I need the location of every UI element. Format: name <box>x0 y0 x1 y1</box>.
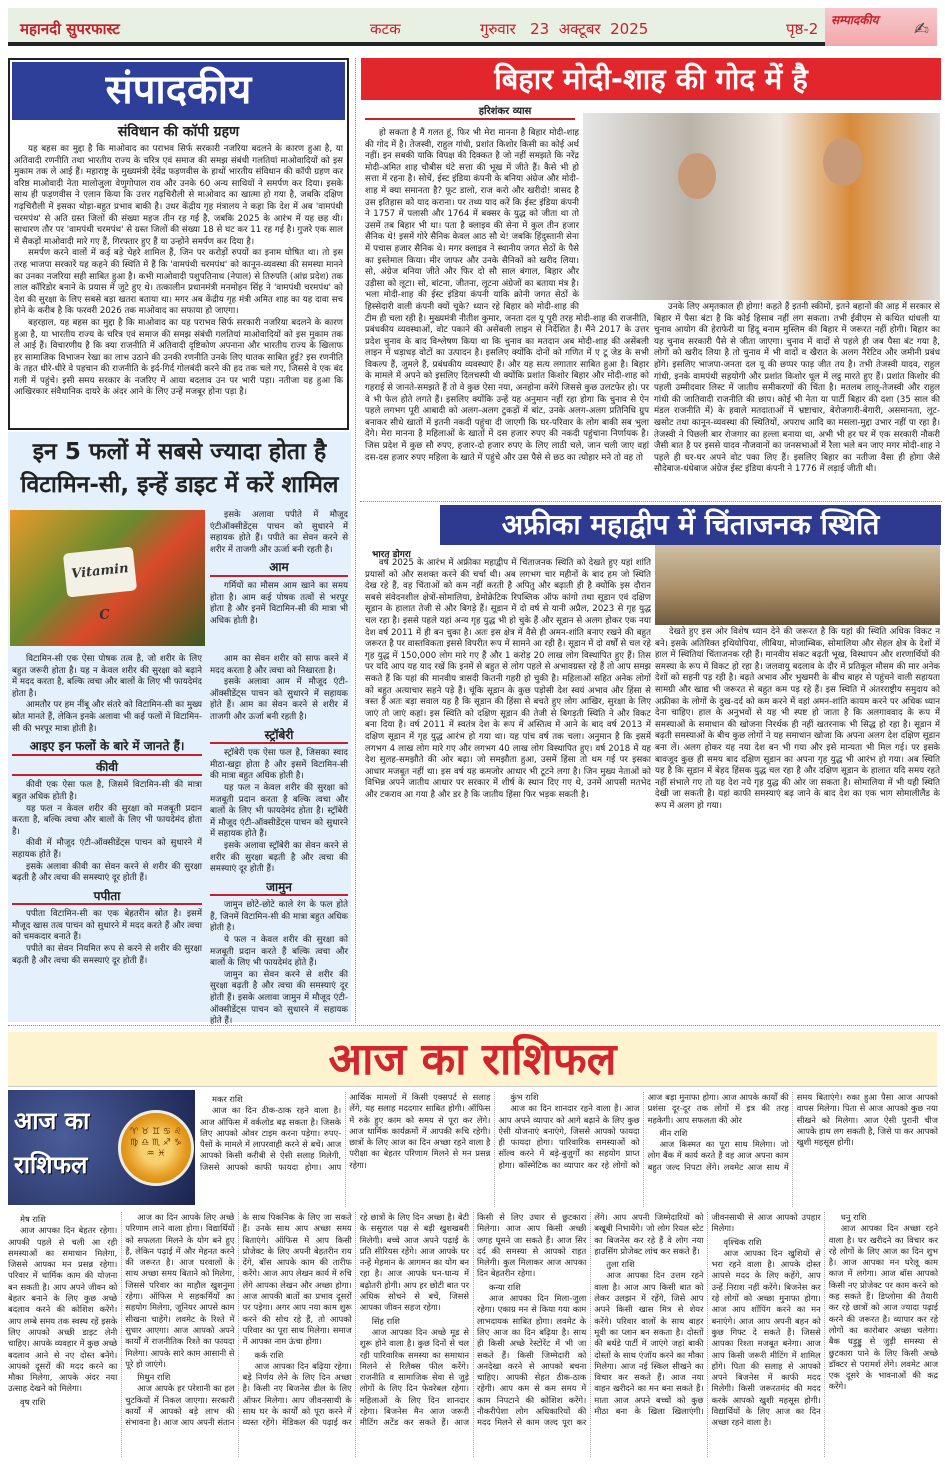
section-logo-text: सम्पादकीय <box>831 13 879 27</box>
masthead <box>8 8 937 46</box>
section-divider <box>8 1025 940 1026</box>
africa-text-left <box>365 558 651 1022</box>
rashi-name: सिंह राशि <box>371 1315 400 1326</box>
africa-paragraph: देखते हुए इस ओर विशेष ध्यान देने की जरूरत है कि यहां की स्थिति अधिक विकट न बने। इसके अतिरिक्त इथियोपिया, लीबिया, मोजाम्बिक, सोमालिया और सेहल क्षेत्र के देशों में हाल में स्थितियां चिंताजनक रही हैं। मानवीय संकट बढ़ती भूख, विस्थापन और शरणार्थियों की समस्या के रूप में विकट हो रहा है। जलवायु बदलाव के दौर में प्रतिकूल मौसम की मार अनेक देशों को सहनी पड़ रही है। बढ़ते अभाव और भुखमरी के बीच बाहर से पहुंचने वाली सहायता सामग्री और खाद्य भी जरूरत से बहुत कम पड़ रहे हैं। इस स्थिति में अंतरराष्ट्रीय समुदाय को अफ्रीका के लोगों के दुख-दर्द को कम करने में वहां अमन-शांति कायम करने पर अधिक ध्यान देना चाहिए। हाल के अनुभवों से यह भी स्पष्ट हो जाता है कि अलगाववाद के रूप में समस्याओं के समाधान की खोजना निरर्थक ही नहीं खतरनाक भी सिद्ध हो रहा है। सूडान में बढ़ती समस्याओं के बीच कुछ लोगों ने यह समाधान खोजा कि अपना अलग देश दक्षिण सूडान बना लें। अलग होकर यह नया देश बन भी गया और इसे मान्यता भी मिल गई। पर इसके बावजूद कुछ ही समय बाद दक्षिण सूडान का अपना गृह युद्ध भी आरंभ हो गया। अब स्थिति यह है कि सूडान में बेहद हिंसक युद्ध चल रहा है और दक्षिण सूडान के हालात यदि समय रहते नहीं संभाले गए तो यह देश नये गृह युद्ध की ओर जा सकता है। सोमालिया में भी यही स्थिति देखी जा सकती है। यहां काफी समस्याएं बढ़ जाने के बाद देश का एक भाग सोमालीलैंड के रूप में अलग हो गया। <box>655 627 940 811</box>
rashi-name: मीन राशि <box>659 1127 688 1138</box>
rashi-name: वृश्चिक राशि <box>723 1236 762 1247</box>
section-divider <box>360 501 942 502</box>
kiwi-heading: कीवी <box>12 762 202 777</box>
jamun-text: ये फल न केवल शरीर की सुरक्षा को मजबूती प्रदान करते हैं बल्कि त्वचा और बालों के लिए भी फायदेमंद होते हैं। <box>210 935 348 969</box>
rashi-name: मेष राशि <box>20 1214 46 1224</box>
pen-icon: ✍ <box>913 19 929 40</box>
section-logo <box>825 8 937 46</box>
strawberry-text: यह फल न केवल शरीर की सुरक्षा को मजबूती प्रदान करता है बल्कि त्वचा और बालों के लिए भी फायदेमंद होता है। स्ट्रॉबेरी में मौजूद एंटी-ऑक्सीडेंट्स पाचन को सुधारने में सहायक होते हैं। <box>210 782 348 840</box>
rashi-text: आज आपका दिन बेहतर रहेगा। आपकी पहले से चली आ रही समस्याओं का समाधान मिलेगा, जिससे आपका मन प्रसन्न रहेगा। परिवार में धार्मिक काम की योजना बन सकती है। आप अपने जीवन को बेहतर बनाने के लिए कुछ अच्छे बदलाव करने की कोशिश करेंगे। आप लम्बे समय तक स्वस्थ रहें इसके लिए आपको अच्छी डाइट लेनी चाहिए। आपके व्यवहार में कुछ अच्छे बदलाव आने से नए दोस्त बनेंगे। आपको दूसरों की मदद करने का मौका मिलेगा, आपके अंदर नया उत्साह देखने को मिलेगा। <box>8 1225 118 1394</box>
vitamin-column-left <box>12 654 202 967</box>
kiwi-text: इसके अलावा कीवी का सेवन करने से शरीर की सुरक्षा बढ़ती है और त्वचा की समस्याएं दूर होती हैं। <box>12 861 202 884</box>
strawberry-text: इसके अलावा स्ट्रॉबेरी का सेवन करने से शरीर की सुरक्षा बढ़ती है और त्वचा की समस्याएं दूर होती हैं। <box>210 840 348 875</box>
rashifal-columns-bottom <box>8 1212 938 1457</box>
city: कटक <box>370 20 401 38</box>
rashi-text: आज आपका दिन मिला-जुला रहेगा। एकाग्र मन से किया गया काम लाभदायक साबित होगा। लवमेट के लिए आज का दिन बढ़िया है। साथ ही किसी अच्छे रेस्टोरेंट में भी जा सकते हैं। किसी जिम्मेदारी को अनदेखा करने से आपको बचना चाहिए। आपकी सेहत ठीक-ठाक रहेगी। आप कम से कम समय में काम निपटाने की कोशिश करेंगे। नौकरीपेशा लोग अधिकारियों की मदद मिलने से काम जल्द पूरा कर लेंगे। आप अपनी जिम्मेदारियों को बखूबी निभायेंगे। जो लोग रियल स्टेट का बिजनेस कर रहे हैं वे लोग नया हाउसिंग प्रोजेक्ट लांच कर सकते हैं। <box>477 1212 704 1428</box>
africa-author: भारत डोगरा <box>372 550 411 560</box>
rashi-name: कुंभ राशि <box>510 1092 539 1102</box>
person-face <box>823 138 863 186</box>
rashi-name: कन्या राशि <box>489 1281 521 1292</box>
papaya-text: इसके अलावा पपीते में मौजूद एंटीऑक्सीडेंट्स पाचन को सुधारने में सहायक होते हैं। पपीते का सेवन करने से शरीर में ताजगी और ऊर्जा बनी रहती है। <box>210 510 348 555</box>
editorial-box <box>8 58 349 430</box>
africa-text-right <box>655 627 940 1022</box>
strawberry-text: स्ट्रॉबेरी एक ऐसा फल है, जिसका स्वाद मीठा-खट्टा होता है और इसमें विटामिन-सी की मात्रा बहुत अधिक होती है। <box>210 748 348 782</box>
rashi-text: आज आपका दिन अच्छा रहने वाला है। घर खरीदने का विचार कर रहे लोगों के लिए आज का दिन शुभ है। आज आपका मन घरेलू काम काज में लगेगा। आज बॉस आपको किसी नए प्रोजेक्ट पर काम करने को कह सकते हैं। डिप्लोमा की तैयारी कर रहे छात्रों को आज ज्यादा पढ़ाई करने की जरूरत है। व्यापार कर रहे लोगों का कारोबार अच्छा चलेगा। बैक धड़ुड्डु से जुड़ी समस्या से छुटकारा पाने के लिए किसी अच्छे डॉक्टर से परामर्श लेंगे। लवमेट आज एक दूसरे के भावनाओं की कद्र करेंगे। <box>828 1223 938 1392</box>
rashifal-headline: आज का राशिफल <box>8 1032 937 1087</box>
rashifal-columns-top <box>200 1092 938 1207</box>
bihar-paragraph: उनके लिए अमृतकाल ही होगा! कहते हैं इतनी स्कीमों, इतने बहानों की आड़ में सरकार से बिहार में पैसा बंटा है कि कोई हिसाब नहीं लग सकता। तभी ईवीएम से कथित धांधली या चुनाव आयोग की हेराफेरी या हिंदू बनाम मुस्लिम की बिहार में जरूरत नहीं होगी। बिहार का यह चुनाव सरकारी पैसे से जीता जाएगा। चुनाव में वादों से पहले ही जब पैसा बंट गया है, लोगों को खरीद लिया है तो चुनाव में भी वादों व खैरात के अलग नैरेटिव और जमीनी प्रबंध होंगे। इसलिए भाजपा-जनता दल यू की छप्पर फाड़ जीत तय है। तभी तेजस्वी यादव, राहुल गांधी, इनके वामपंथी सहयोगी और प्रशांत किशोर धूल में लट्ठ मारते हुए हैं। प्रशांत किशोर की पहली उम्मीदवार लिस्ट में जातीय समीकरणों की चिंता है। मतलब लालू-तेजस्वी और राहुल गांधी की जातिवादी राजनीति की छाप। कोई भी नेता या पार्टी बिहार की दशा (35 साल की मंडल राजनीति में) के हवाले मतदाताओं में भ्रष्टाचार, बेरोजगारी-बेगारी, असमानता, लूट-खसोट तथा कानून-व्यवस्था की स्थितियों, अपराध आदि का मसला-मुद्दा उभार नहीं पा रहा है। तेजस्वी ने पिछली बार रोजगार का हल्ला बनाया था, अभी भी हर घर में एक सरकारी नौकरी जैसी बात है पर इससे यादव नौजवानों का जनसभाओं में रैला भले बन जाए मगर मोदी-शाह ने पहले ही घर-घर अपने वोट पका लिए हैं। इसलिए बिहार का नतीजा वैसा ही होगा जैसे सौदेबाज-धंधेबाज अंग्रेज ईस्ट इंडिया कंपनी ने 1776 में लड़ाई जीती थी। <box>654 302 940 475</box>
editorial-paragraph: समर्पण करने वालों में कई बड़े चेहरे शामिल हैं, जिन पर करोड़ों रुपयों का इनाम घोषित था। तो इस तरह भाजपा सरकारें यह कहने की स्थिति में हैं कि 'वामपंथी चरमपंथ' को कानून-व्यवस्था की समस्या मानने का उनका नजरिया सही साबित हुआ है। कभी माओवादी पशुपतिनाथ (नेपाल) से तिरुपति (आंध्र प्रदेश) तक लाल कॉरिडोर बनाने के प्रयास में जुटे हुए थे। तत्कालीन प्रधानमंत्री मनमोहन सिंह ने 'वामपंथी चरमपंथ' को देश की सुरक्षा के लिए सबसे बड़ा खतरा बताया था। मगर अब केंद्रीय गृह मंत्री अमित शाह का यह दावा सच होने के करीब है कि फरवरी 2026 तक माओवाद का सफाया हो जाएगा। <box>14 248 343 317</box>
rashi-text: आज आपके हर परेशानी का हल चुटकियों में निकल जाएगा। सरकारी कार्यों में आपको बड़े लाभ की संभावना है। आज आप अपनी संतान के साथ पिकनिक के लिए जा सकते हैं। उनके साथ आप अच्छा समय बिताएंगे। ऑफिस में आप किसी प्रोजेक्ट के लिए अपनी बेहतरीन राय देंगे, बॉस आपके काम की तारीफ करेंगे। आज आप लेखन कार्य में रुचि लेंगे आपका लेखन और अच्छा होगा। आज आपकी बातों का प्रभाव दूसरों पर पड़ेगा। अगर आप नया काम शुरू करने की सोच रहे हैं, तो आपको परिवार का पूरा साथ मिलेगा। समाज में आपका नाम ऊंचा होगा। <box>125 1212 352 1428</box>
bihar-paragraph: हो सकता है मैं गलत हूं, फिर भी मेरा मानना है बिहार मोदी-शाह की गोद में है। तेजस्वी, राहुल गांधी, प्रशांत किशोर किसी का कोई अर्थ नहीं। इन सबकी याकि विपक्ष की दिक्कत है जो नहीं समझते कि नरेंद्र मोदी-अमित शाह चौबीस घंटे सत्ता की भूख में जीते हैं। कैसे भी हो सत्ता में रहना है। सोचें, ईस्ट इंडिया कंपनी के बनिया अंग्रेज और मोदी-शाह में क्या समानता है? फूट डालो, राज करो और खरीदो! त्रासद है उस इतिहास को याद कराना। पर तथ्य याद करें कि ईस्ट इंडिया कंपनी ने 1757 में पलासी और 1764 में बक्सर के युद्ध को जीता था तो उसमें तब बिहार भी था। पता है क्लाइव की सेना में कुल तीन हजार सैनिक थे! इसमें गोरे सैनिक केवल आठ सौ थे! जबकि हिंदुस्तानी सेना में पचास हजार सैनिक थे। मगर क्लाइव ने स्थानीय जगत सेठों के पैसे का इस्तेमाल किया। मीर जाफर और उनके सैनिकों को खरीद लिया। सो, अंग्रेज बनिया जीते और फिर दो सौ साल बंगाल, बिहार और उड़ीसा को लूटा। सो, बांटना, जीतना, लूटना अंग्रेजों का बताया मंत्र है। भला मोदी-शाह की ईस्ट इंडिया कंपनी याकि क्रोनी जगत सेठों के हिस्सेदारी वाली कंपनी क्यों चूके? ध्यान रहे बिहार को मोदी-शाह की टीम ही चला रही है। मुख्यमंत्री नीतीश कुमार, जनता दल यू पूरी तरह मोदी-शाह की राजनीति, प्रबंधकीय व्यवस्थाओं, वोट पकाने की असेंबली लाइन से निर्देशित हैं। मैंने 2017 के उत्तर प्रदेश चुनाव के बाद विश्लेषण किया था कि चुनाव का मतदान अब मोदी-शाह की असेंबली लाइन में धड़ाधड़ वोटों का उत्पादन है। इसलिए क्योंकि दोनों को गणित में ए टू जेड के सभी विकल्प हैं, जुमले हैं, प्रबंधकीय व्यवस्थाएं हैं। और यह सत्य लगातार साबित हुआ है। बिहार के मामले में अपने को इसलिए दिलचस्पी थी क्योंकि प्रशांत किशोर बिहार और मोदी-शाह को गहराई से जानते-समझते हैं तो वे कुछ ऐसा नया, अनहोना करेंगे जिससे कुछ उलटफेर हो। पर वे भी फेल होते लगते हैं। इसलिए क्योंकि उन्हें यह अनुमान नहीं रहा होगा कि चुनाव से ऐन पहले लगभग पूरी आबादी को अलग-अलग टुकड़ों में बांट, उनके अलग-अलग प्रतिनिधि ग्रुप बनाकर सीधे खातों में इतनी नकदी पहुंचा दी जाएगी कि घर-परिवार के लोग बाकी सब भुला देंगे। मेरा मानना है महिलाओं के खातों में दस हजार रुपए की नकदी पहुंचाना निर्णायक है। जिस प्रदेश में कुछ सौ रुपए, हजार-दो हजार रुपए के लिए लाठी चले, जान चली जाए वहां दस-दस हजार रुपए महिला के खाते में पहुंचे और उस पैसे से छठ का त्योहार मने तो वह तो <box>365 128 649 463</box>
rashi-text: आज का दिन शानदार रहने वाला है। आज आप अपने व्यापार को आगे बढ़ाने के लिए कुछ ऐसी योजनाएं बनाएंगे, जिससे आपको फायदा ही फायदा होगा। पारिवारिक समस्याओं को सॉल्व करने में बड़े-बुजुर्गों का सहयोग प्राप्त होगा। कॉस्मेटिक का व्यापार कर रहे लोगों को आज बड़ा मुनाफा होगा। आज आपके कार्यों की प्रशंसा दूर-दूर तक लोगों में इत्र की तरह महकेगी। आप सफलता की ओर <box>498 1092 789 1170</box>
rashifal-image-line2: राशिफल <box>14 1151 88 1179</box>
kiwi-text: कीवी एक ऐसा फल है, जिसमें विटामिन-सी की मात्रा बहुत अधिक होती है। <box>12 780 202 802</box>
kiwi-text: कीवी में मौजूद एंटी-ऑक्सीडेंट्स पाचन को सुधारने में सहायक होते हैं। <box>12 838 202 860</box>
vitamin-c-label: Vitamin C <box>63 546 137 597</box>
fruits-image <box>10 510 205 646</box>
editorial-subtitle: संविधान की कॉपी ग्रहण <box>117 124 240 140</box>
vitamin-column-top <box>210 510 348 627</box>
jamun-heading: जामुन <box>210 882 348 897</box>
rashi-text: आज किस्मत का पूरा साथ मिलेगा। जो लोग बैंक में कार्य करते हैं वह आज अपना काम बहुत जल्द निपटा लेंगे। लवमेट आज साथ में समय बिताएंगे। रुका हुआ पैसा आज आपको वापस मिलेगा। पिता से आज आपको कुछ नया सीखने को मिलेगा। आज ऐसी पुरानी चीज आपके हाथ लग सकती है, जिसे पा कर आपको खुशी महसूस होगी। <box>647 1092 938 1172</box>
editorial-paragraph: यह बहस का मुद्दा है कि माओवाद का पराभव सिर्फ सरकारी नजरिया बदलने के कारण हुआ है, या अतिवादी रणनीति तथा भारतीय राज्य के चरित्र एवं समाज की समझ संबंधी गलतियां माओवादियों को इस मुकाम तक ले आई हैं। महाराष्ट्र के मुख्यमंत्री देवेंद्र फड़णवीस के हाथों भारतीय संविधान की कॉपी ग्रहण कर वरिष्ठ माओवादी नेता मालोजुला वेणुगोपाल राव और उनके 60 अन्य साथियों ने समर्पण कर दिया। इसके साथ ही फड़णवीस ने एलान किया कि उत्तर गढ़चिरौली से माओवाद का खात्मा हो गया है, जबकि दक्षिण गढ़चिरौली में इसका थोड़ा-बहुत प्रभाव बाकी है। उधर केंद्रीय गृह मंत्रालय ने कहा कि देश में अब 'वामपंथी चरमपंथ' से अति ग्रस्त जिलों की संख्या महज तीन रह गई है, जबकि 2025 के आरंभ में यह छह थी। साधारण तौर पर 'वामपंथी चरमपंथ' से ग्रस्त जिलों की संख्या 18 से घट कर 11 रह गई है। गुजरे एक साल में सैकड़ों माओवादी मारे गए हैं, गिरफ्तार हुए हैं या उन्होंने समर्पण कर दिया है। <box>14 144 343 247</box>
rashifal-image-line1: आज का <box>14 1107 90 1135</box>
bihar-author: हरिशंकर व्यास <box>478 106 532 117</box>
africa-headline: अफ्रीका महाद्वीप में चिंताजनक स्थिति <box>440 505 941 545</box>
jamun-text: जामुन छोटे-छोटे काले रंग के फल होते हैं, जिनमें विटामिन-सी की मात्रा बहुत अधिक होती है। <box>210 900 348 934</box>
africa-paragraph: वर्ष 2025 के आरंभ में अफ्रीका महाद्वीप में चिंताजनक स्थिति को देखते हुए यहां शांति प्रयासों को और सशक्त करने की चर्चा थी। अब लगभग चार महीनों के बाद हम जो स्थिति देख रहे हैं, वह चिंताओं को कम नहीं करती है अपितु और बढ़ाती ही है क्योंकि इस दौरान सबसे संवेदनशील क्षेत्रों-सोमालिया, डेमोक्रेटिक रिपब्लिक ऑफ कांगो तथा सूडान एवं दक्षिण सूडान के हालात तेजी से और बिगड़े हैं। सूडान में दो वर्ष से यानी अप्रैल, 2023 से गृह युद्ध चल रहा है। इससे पहले यहां अन्य गृह युद्ध भी हो चुके हैं और सूडान से अलग होकर एक नया देश वर्ष 2011 में ही बन चुका है। अतः इस क्षेत्र में वैसे ही अमन-शांति बनाए रखने की बहुत जरूरत है पर वास्तविकता इससे विपरीत रूप में सामने आ रही है। सूडान में दो वर्षों से चल रहे गृह युद्ध में 150,000 लोग मारे गए हैं और 1 करोड़ 20 लाख लोग विस्थापित हुए हैं। तिस पर यदि आप यह याद रखें कि इनमें से बहुत से लोग पहले से अभावग्रस्त रहे हैं तो आप समझ सकते हैं कि यहां की मानवीय त्रासदी कितनी गहरी हो चुकी है। महिलाओं सहित अनेक लोगों को बहुत अत्याचार सहने पड़े हैं। चूंकि सूडान के कुछ पड़ोसी देश स्वयं अभाव और हिंसा से त्रस्त हैं अतः बड़ा सवाल यह है कि सूडान की हिंसा से बचते हुए लोग आखिर, सुरक्षा के लिए जाएं तो जाएं कहां। इस स्थिति को दक्षिण सूडान की तेजी से बिगड़ती स्थिति ने और विकट बना दिया है। वर्ष 2011 में स्वतंत्र देश के रूप में अस्तित्व में आने के बाद वर्ष 2013 में दक्षिण सूडान में गृह युद्ध आरंभ हो गया था। यह पांच वर्ष तक चला। अनुमान है कि इसमें लगभग 4 लाख लोग मारे गए और लगभग 40 लाख लोग विस्थापित हुए। वर्ष 2018 में यह देश सुलह-समझौते की ओर बढ़ा। जो समझौता हुआ, उसमें हिंसा तो थम गई पर इसका आधार मजबूत नहीं था। इस वर्ष यह कमजोर आधार भी टूटने लगा है। जिन मुख्य नेताओं को विभिन्न अपने जातीय आधार पर सरकार में शीर्ष के स्थान दिए गए थे, उनमें आपसी मतभेद और टकराव आ गया है और डर है कि जातीय हिंसा फिर भड़क सकती है। <box>365 558 651 800</box>
editorial-paragraph: बहरहाल, यह बहस का मुद्दा है कि माओवाद का यह पराभव सिर्फ सरकारी नजरिया बदलने के कारण हुआ है, या भारतीय राज्य के चरित्र एवं समाज की समझ संबंधी गलतियां माओवादियों को इस मुकाम तक ले आई हैं। विचारणीय है कि क्या राजनीति में अतिवादी दृष्टिकोण अपनाना और भारतीय राज्य के खिलाफ हर सामाजिक विभाजन रेखा का लाभ उठाने की उनकी रणनीति उनके लिए घातक साबित हुई? इस रणनीति के तहत धीरे-धीरे वे पहचान की राजनीति के इर्द-गिर्द गोलबंदी करने की हद तक चले गए, जिससे वे एक बंद गली में पहुंचे। इसी समय सरकार के नजरिए में आया बदलाव उन पर भारी पड़ा। नतीजा यह हुआ कि आखिरकार संवैधानिक दायरे के अंदर आने के लिए उन्हें मजबूर होना पड़ा है। <box>14 317 343 398</box>
vitamin-article <box>8 432 351 1027</box>
rashi-text: आज आपका दिन बढ़िया रहेगा। बड़े निर्णय लेने के लिए दिन अच्छा है। किसी नए बिजनेस डील के लिए ऑफर मिलेगा। आप जीवनसाथी के साथ घर के कार्यों को पूरा करने में व्यस्त रहेंगे। मेडिकल की पढ़ाई कर रहे छात्रों के लिए दिन अच्छा है। बेटी के ससुराल पक्ष से बड़ी खुशखबरी मिलेगी। बच्चे आज अपने पढ़ाई के प्रति सीरियस रहेंगे। आज आपके घर नन्हें मेहमान के आगमन का योग बन रहा है। आज आपके धन-धान्य में बढ़ोतरी होगी। आप हर छोटी बात पर अधिक सोचने से बचें, जिससे आपका जीवन सहज रहेगा। <box>242 1212 469 1428</box>
photo-spacer <box>579 128 649 302</box>
mango-text: इसके अलावा आम में मौजूद एंटी-ऑक्सीडेंट्स पाचन को सुधारने में सहायक होते हैं। आम का सेवन करने से शरीर में ताजगी और ऊर्जा बनी रहती है। <box>210 677 348 722</box>
rashi-name: कर्क राशि <box>254 1349 284 1360</box>
rashi-text: आज का दिन आपके लिए अच्छे परिणाम लाने वाला होगा। विद्यार्थियों को सफलता मिलने के योग बने हुए हैं, लेकिन पढ़ाई में और मेहनत करने की जरूरत है। आज घरवालों के साथ अच्छा समय बिताने को मिलेगा, जिससे परिवार का माहौल खुशनुमा रहेगा। ऑफिस मे सहकर्मियों का सहयोग मिलेगा, जूनियर आपसे काम सीखना चाहेंगे। लवमेट के रिश्ते में सुधार आएगा। आज आपको अपने कार्यों में राजनीतिक रिश्ते का फायदा मिलेगा। आपके सारे काम आसानी से पूरे हो जाएंगे। <box>125 1212 235 1369</box>
rashi-name: तुला राशि <box>606 1259 635 1270</box>
author-underline <box>365 118 575 120</box>
date: गुरुवार 23 अक्टूबर 2025 <box>480 20 649 38</box>
intro-text: विटामिन-सी एक ऐसा पोषक तत्व है, जो शरीर के लिए बहुत जरूरी होता है। यह न केवल शरीर की सुरक्षा को बढ़ाने में मदद करता है, बल्कि त्वचा और बालों के लिए भी फायदेमंद होता है। <box>12 654 202 699</box>
papaya-heading: पपीता <box>12 891 202 906</box>
jamun-text: जामुन का सेवन करने से शरीर की सुरक्षा बढ़ती है और त्वचा की समस्याएं दूर होती हैं। इसके अलावा जामुन में मौजूद एंटी-ऑक्सीडेंट्स पाचन को सुधारने में सहायक होते हैं। <box>210 969 348 1027</box>
kiwi-text: यह फल न केवल शरीर की सुरक्षा को मजबूती प्रदान करता है, बल्कि त्वचा और बालों के लिए भी फायदेमंद होता है। <box>12 803 202 837</box>
page-number: पृष्ठ-2 <box>786 20 819 38</box>
rashi-name: मिथुन राशि <box>137 1372 171 1383</box>
editorial-title: संपादकीय <box>12 62 345 120</box>
mango-heading: आम <box>210 562 348 577</box>
vitamin-column-right <box>210 654 348 1028</box>
vitamin-headline: इन 5 फलों में सबसे ज्यादा होता है विटामिन-सी, इन्हें डाइट में करें शामिल <box>20 439 339 498</box>
mango-text: गर्मियों का मौसम आम खाने का समय होता है। आम कई पोषक तत्वों से भरपूर होता है और इनमें विटामिन-सी की मात्रा भी अधिक होती है। <box>210 580 348 626</box>
intro-heading: आइए इन फलों के बारे में जानते हैं। <box>12 741 202 756</box>
bihar-text-left <box>365 128 649 500</box>
papaya-text: पपीता विटामिन-सी का एक बेहतरीन स्रोत है। इसमें मौजूद खास तत्व पाचन को सुधारने में मदद करते हैं और त्वचा को चमकदार बनाते हैं। <box>12 909 202 943</box>
rashifal-image <box>8 1090 195 1205</box>
papaya-text: पपीते का सेवन नियमित रूप से करने से शरीर की सुरक्षा बढ़ती है और त्वचा की समस्याएं दूर होती हैं। <box>12 944 202 966</box>
rashi-name: धनु राशि <box>840 1212 867 1222</box>
rashi-name: वृष राशि <box>20 1396 46 1407</box>
person-face <box>678 153 716 199</box>
column-divider <box>355 58 356 1023</box>
rashi-text: आज आपका दिन उत्तम रहने वाला है। आज आप किसी बात को लेकर उलझन में रहेंगे, जिसे आप अपने किसी खास मित्र से शेयर करेंगे। परिवार वालों के साथ बाहर मूवी का प्लान बन सकता है। दोस्तों की बर्थडे पार्टी में जाएंगे जहां बाकी दोस्तों के साथ एंजॉय करने का मौका मिलेगा। आज नई स्किल सीखने का विचार कर सकते हैं। आज नया वाहन खरीदने का मन बना सकते हैं। माता आज अपने बच्चों को कुछ मीठा बना के खिला खिलाएंगी। जीवनसाथी से आज आपको उपहार मिलेगा। <box>594 1212 821 1417</box>
mango-text: आम का सेवन शरीर को साफ करने में मदद करता है और त्वचा को निखारता है। <box>210 654 348 676</box>
rashi-text: आज आपका दिन खुशियों से भरा रहने वाला है। आपके दोस्त आपसे मदद के लिए कहेंगे, आप उन्हें निराश नहीं करेंगे। बिजनेस कर रहे लोगों को अच्छा मुनाफा होगा। आज आप शॉपिंग करने का मन बनाएंगे। आज आप अपनी बहन को कुछ गिफ्ट दे सकते हैं। जिससे आपका रिश्ता मजबूत बनेगा। आज आप किसी जरूरी मीटिंग में शामिल होंगे। पिता की सलाह से आपको अपने बिजनेस में काफी मदद मिलेगी। किसी जरूरतमंद की मदद करके आपको खुशी महसूस होगी। विद्यार्थियों के लिए आज का दिन अच्छा रहने वाला है। <box>711 1247 821 1428</box>
africa-photo <box>655 545 940 625</box>
rashi-text: आज आपका दिन अच्छे मूड से शुरू होने वाला है। कुछ दिनों से चल रही पारिवारिक समस्या का समाधान मिलने से रिलैक्स फील करेंगे। राजनीति व सामाजिक सेवा से जुड़े लोगों के लिए दिन फेवरेबल रहेगा। महिलाओं के लिए दिन शानदार रहेगा। बिजनेस मैन आज जरूरी मीटिंग अटेंड कर सकते हैं। आज किसी से लिए उधार से छुटकारा मिलेगा। आज आप किसी अच्छी जगह घूमने जा सकते हैं। आज सिर दर्द की समस्या से आपको राहत मिलेगी। कुल मिलाकर आज आपका दिन बेहतरीन रहेगा। <box>359 1212 587 1428</box>
bihar-headline: बिहार मोदी-शाह की गोद में है <box>361 58 941 100</box>
zodiac-wheel-icon: ♈ ♉ ♊ ♋ ♌ ♍ ♎ ♏ ♐ ♑ ♒ ♓ <box>118 1110 194 1186</box>
rashi-text: आज का दिन ठीक-ठाक रहने वाला है। आज ऑफिस में वर्कलोड बढ़ सकता है। जिसके लिए आपको ओवर टाइम करना पड़ेगा। रुपए-पैसों के मामले में लापरवाही करने से बचें। आज आपको किसी करीबी से ऐसी सलाह मिलेगी, जिससे आपको काफी फायदा होगा। आप आर्थिक मामलों में किसी एक्सपर्ट से सलाह लेंगे, यह सलाह मददगार साबित होगी। ऑफिस में रुके हुए काम को समय से पूरा कर लेंगे। आज धार्मिक कार्यक्रमों में आपकी रूचि रहेगी। छात्रों के लिए आज का दिन अच्छा रहने वाला है परीक्षा का बेहतर परिणाम मिलने से मन प्रसन्न रहेगा। <box>200 1092 491 1172</box>
strawberry-heading: स्ट्रॉबेरी <box>210 730 348 745</box>
rashi-name: मकर राशि <box>212 1094 243 1104</box>
bihar-text-right <box>654 302 940 500</box>
newspaper-name: महानदी सुपरफास्ट <box>20 20 120 38</box>
intro-text: आमतौर पर हम नींबू और संतरे को विटामिन-सी का मुख्य स्रोत मानते हैं, लेकिन इनके अलावा भी कई फलों में विटामिन-सी की भरपूर मात्रा होती है। <box>12 700 202 734</box>
